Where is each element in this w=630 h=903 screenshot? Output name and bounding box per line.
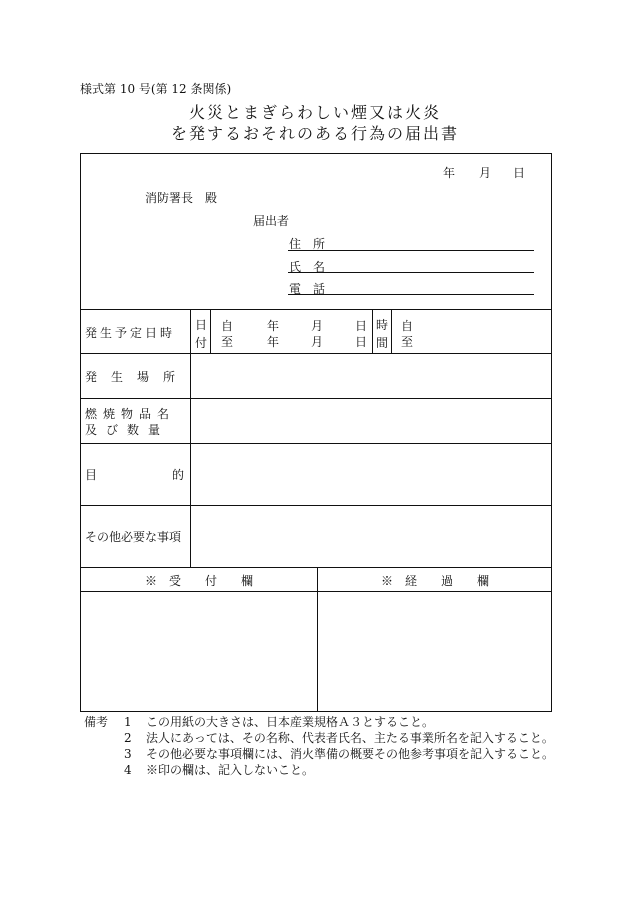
divider — [81, 505, 551, 506]
date-year-label: 年 — [443, 166, 456, 180]
time-to-label: 至 — [401, 335, 414, 349]
phone-label: 電 話 — [289, 282, 326, 296]
note-number: 1 — [124, 715, 132, 729]
schedule-label: 発生予定日時 — [85, 326, 176, 340]
notes-heading: 備考 — [84, 715, 109, 729]
purpose-label-1: 目 — [85, 468, 98, 482]
form-title-line-1: 火災とまぎらわしい煙又は火炎 — [188, 103, 441, 122]
time-from-label: 自 — [401, 319, 414, 333]
to-day-label: 日 — [355, 335, 368, 349]
form-title-line-2: を発するおそれのある行為の届出書 — [170, 124, 459, 143]
note-number: 2 — [124, 731, 132, 745]
material-label-1: 燃焼物品名 — [85, 407, 176, 421]
from-label: 自 — [221, 319, 234, 333]
note-text: その他必要な事項欄には、消火準備の概要その他参考事項を記入すること。 — [146, 747, 555, 761]
date-sub-divider — [210, 309, 211, 353]
divider — [81, 567, 551, 568]
note-item — [84, 762, 554, 778]
progress-header: ※ 経 過 欄 — [380, 574, 489, 588]
notifier-label: 届出者 — [253, 214, 290, 228]
date-label-2: 付 — [195, 336, 208, 350]
to-month-label: 月 — [311, 335, 324, 349]
note-number: 3 — [124, 747, 132, 761]
note-number: 4 — [124, 763, 132, 777]
name-label: 氏 名 — [289, 260, 326, 274]
note-text: 法人にあっては、その名称、代表者氏名、主たる事業所名を記入すること。 — [146, 731, 554, 745]
reception-header: ※ 受 付 欄 — [144, 574, 253, 588]
purpose-label-2: 的 — [172, 468, 185, 482]
form-frame — [80, 153, 552, 712]
address-line[interactable] — [288, 250, 534, 251]
addressee: 消防署長 殿 — [145, 191, 218, 205]
label-column-divider — [190, 309, 191, 567]
note-item — [84, 714, 554, 730]
time-sub-divider — [391, 309, 392, 353]
time-divider — [372, 309, 373, 353]
date-day-label: 日 — [513, 166, 526, 180]
note-text: この用紙の大きさは、日本産業規格Ａ３とすること。 — [146, 715, 435, 729]
time-label-2: 間 — [376, 336, 389, 350]
to-label: 至 — [221, 335, 234, 349]
phone-line[interactable] — [288, 294, 534, 295]
material-label-2: 及び数量 — [85, 423, 170, 437]
date-month-label: 月 — [479, 166, 492, 180]
divider — [81, 309, 551, 310]
divider — [81, 591, 551, 592]
note-item — [84, 746, 554, 762]
from-month-label: 月 — [311, 319, 324, 333]
name-line[interactable] — [288, 272, 534, 273]
to-year-label: 年 — [267, 335, 280, 349]
note-item — [84, 730, 554, 746]
time-label-1: 時 — [376, 318, 389, 332]
form-number: 様式第 10 号(第 12 条関係) — [80, 82, 232, 96]
notes — [84, 714, 554, 778]
from-day-label: 日 — [355, 319, 368, 333]
other-label: その他必要な事項 — [85, 530, 182, 544]
address-label: 住 所 — [289, 237, 326, 251]
from-year-label: 年 — [267, 319, 280, 333]
divider — [81, 443, 551, 444]
divider — [81, 353, 551, 354]
date-label-1: 日 — [195, 318, 208, 332]
divider — [81, 398, 551, 399]
note-text: ※印の欄は、記入しないこと。 — [146, 763, 315, 777]
location-label: 発生場所 — [85, 370, 190, 384]
